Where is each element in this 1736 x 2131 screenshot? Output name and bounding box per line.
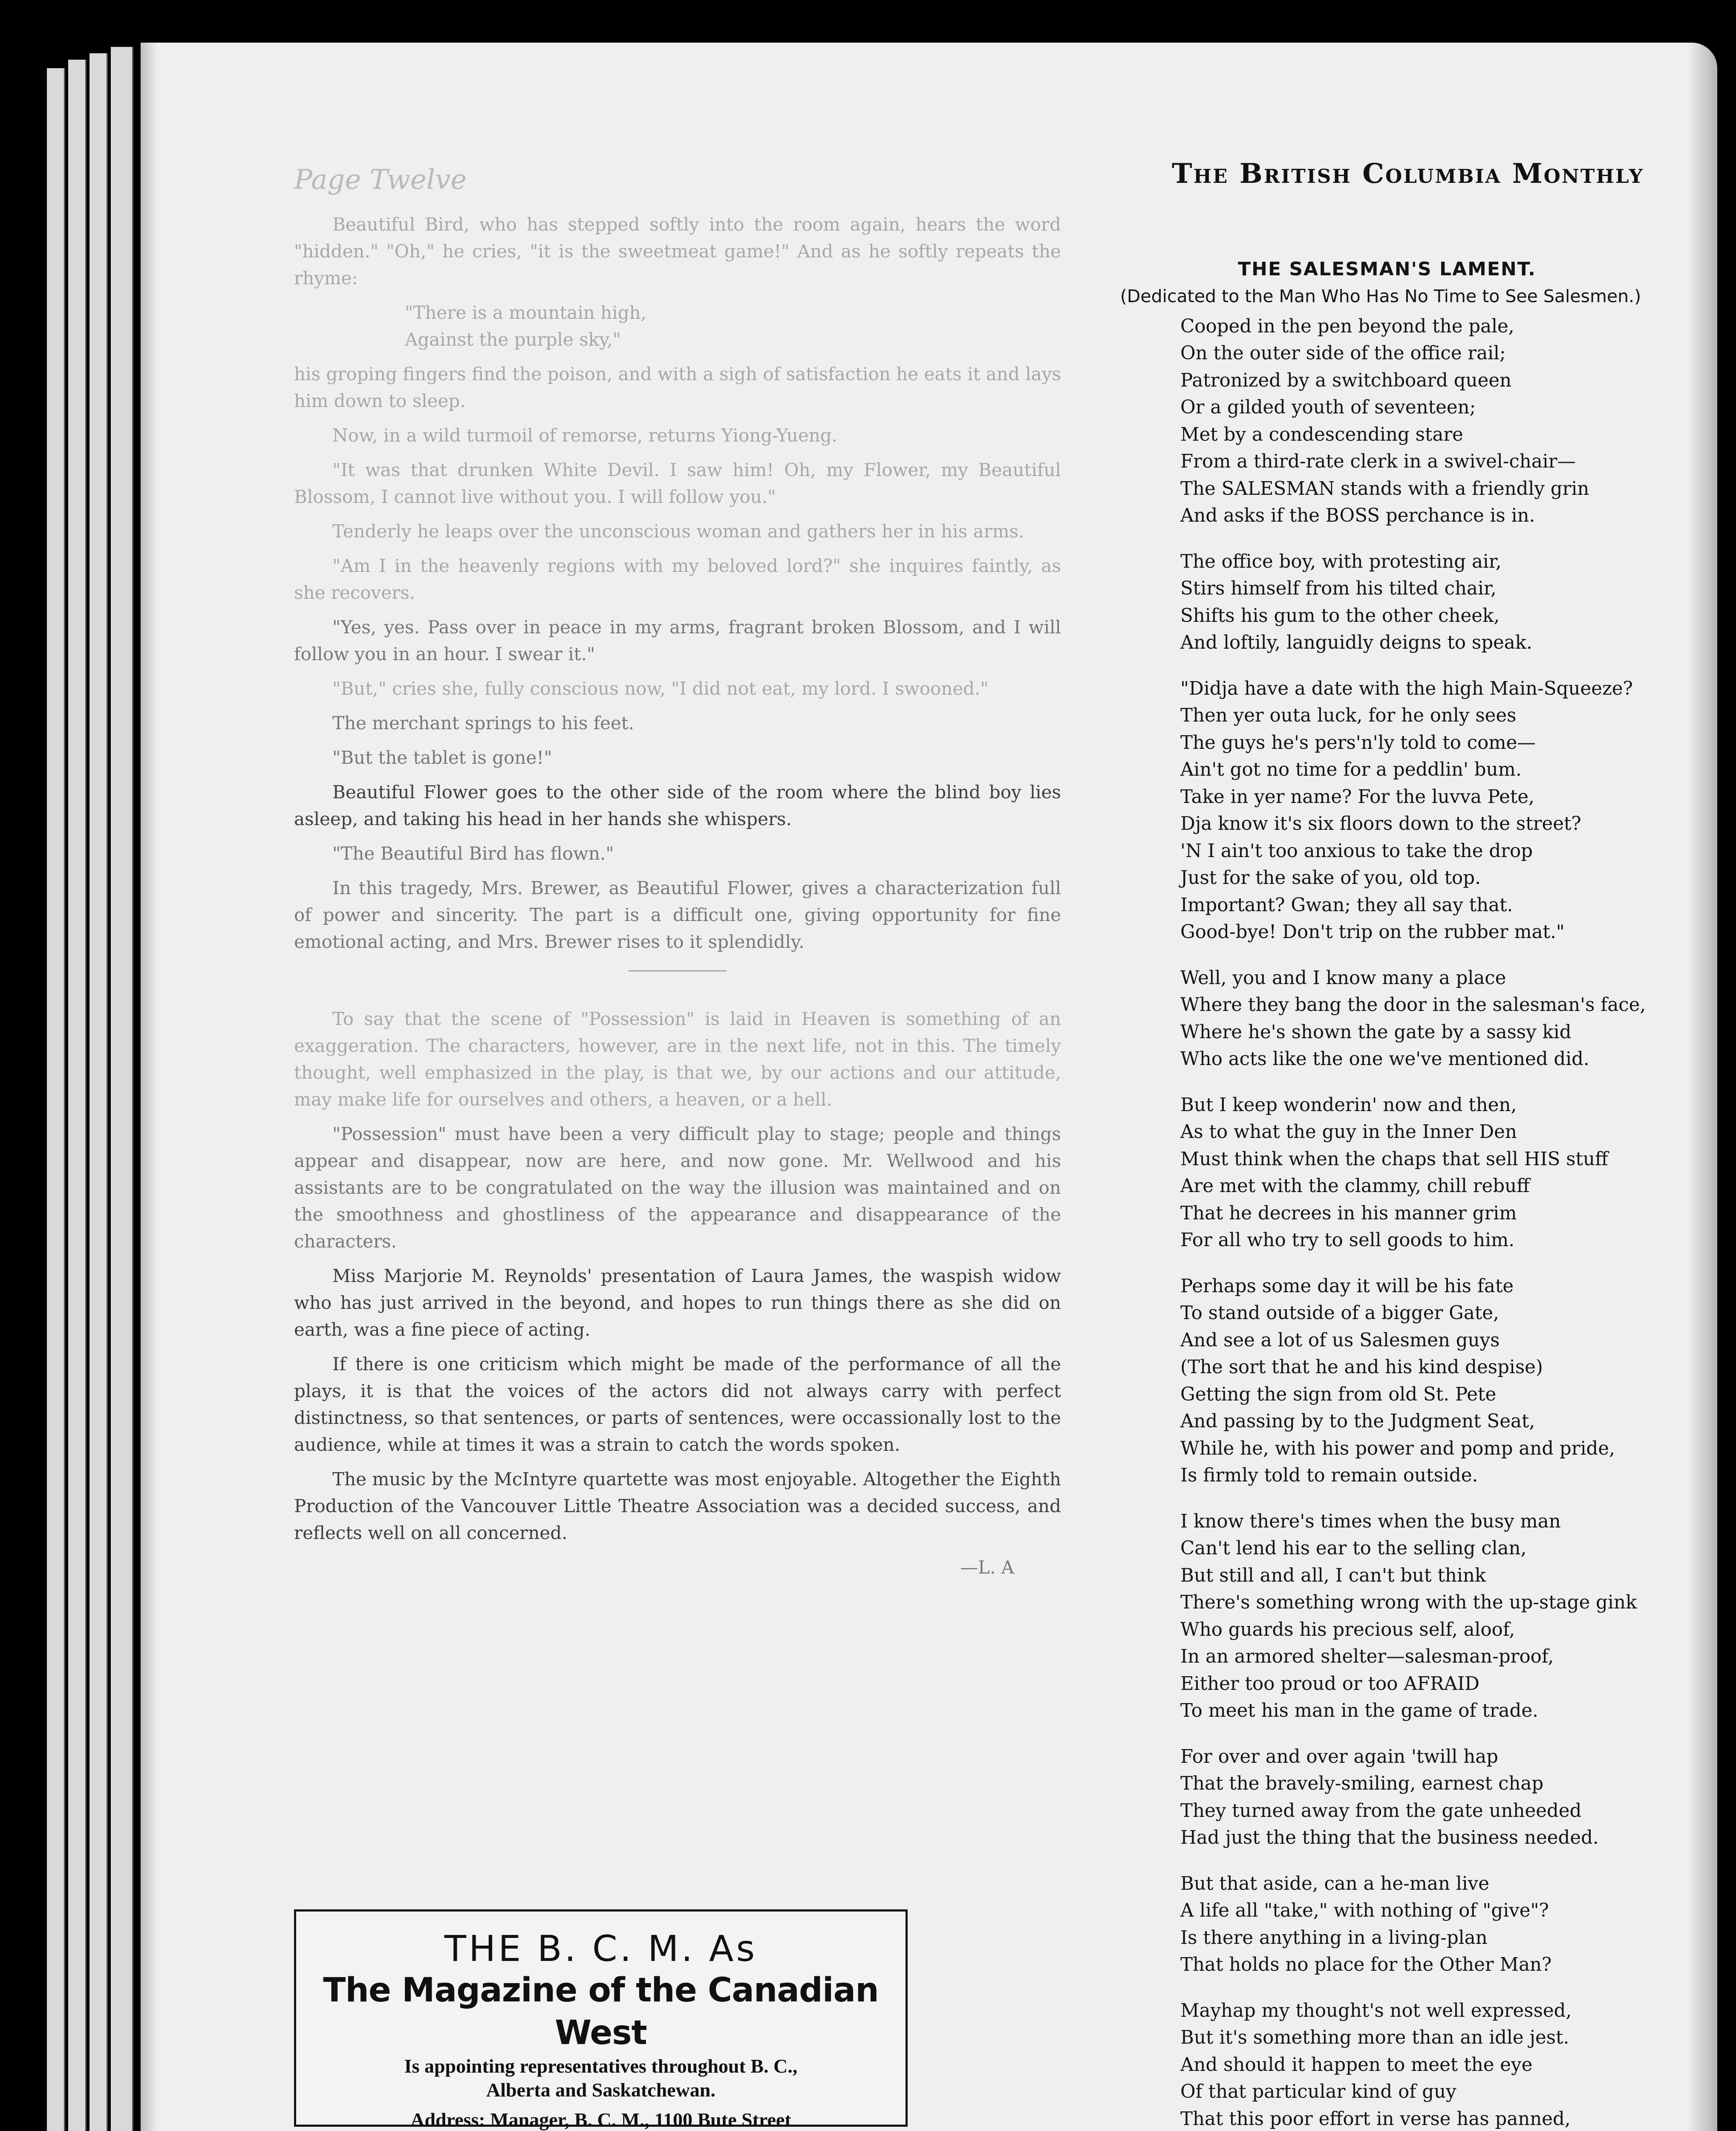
poem-line: Then yer outa luck, for he only sees	[1180, 705, 1517, 726]
page-edge-3	[89, 53, 108, 2131]
article-signature: —L. A	[960, 1557, 1014, 1578]
poem-line: Or a gilded youth of seventeen;	[1180, 397, 1476, 418]
advertisement-box	[294, 1909, 908, 2131]
poem-line: As to what the guy in the Inner Den	[1180, 1121, 1517, 1143]
poem-line: "Didja have a date with the high Main-Squeeze?	[1180, 678, 1633, 699]
poem-line: The SALESMAN stands with a friendly grin	[1180, 478, 1589, 500]
poem-line: Is there anything in a living-plan	[1180, 1927, 1488, 1949]
poem-body	[1014, 313, 1717, 2131]
paragraph: Beautiful Flower goes to the other side of the room where the blind boy lies asleep, and taking his head in her hands she whispers.	[294, 782, 1061, 829]
paragraph: Now, in a wild turmoil of remorse, returns Yiong-Yueng.	[332, 425, 838, 446]
paragraph: "It was that drunken White Devil. I saw him! Oh, my Flower, my Beautiful Blossom, I cannot live without you. I will follow you."	[294, 459, 1061, 507]
poem-line: In an armored shelter—salesman-proof,	[1180, 1646, 1554, 1667]
poem-line: On the outer side of the office rail;	[1180, 343, 1506, 364]
poem-stanza	[1180, 1092, 1717, 1254]
paragraph: To say that the scene of "Possession" is laid in Heaven is something of an exaggeration. The characters, however, are in the next life, not in this. The timely thought, well emphasized in the play, is that we, by our actions and our attitude, may make life for ourselves and others, a heaven, or a hell.	[294, 1008, 1061, 1110]
poem-line: The guys he's pers'n'ly told to come—	[1180, 732, 1536, 754]
poem-line: Where they bang the door in the salesman's face,	[1180, 994, 1646, 1016]
poem-line: Mayhap my thought's not well expressed,	[1180, 2000, 1572, 2021]
paragraph: Miss Marjorie M. Reynolds' presentation of Laura James, the waspish widow who has just arrived in the beyond, and hopes to run things there as she did on earth, was a fine piece of acting.	[294, 1265, 1061, 1340]
poem-line: A life all "take," with nothing of "give"?	[1180, 1900, 1549, 1921]
poem-line: And passing by to the Judgment Seat,	[1180, 1411, 1535, 1432]
masthead: The British Columbia Monthly	[1172, 158, 1644, 190]
poem-stanza	[1180, 1871, 1717, 1979]
poem-line: And asks if the BOSS perchance is in.	[1180, 505, 1535, 526]
poem-line: Who guards his precious self, aloof,	[1180, 1619, 1515, 1640]
paragraph: Tenderly he leaps over the unconscious woman and gathers her in his arms.	[332, 521, 1024, 542]
poem-line: I know there's times when the busy man	[1180, 1510, 1561, 1532]
poem-stanza	[1180, 676, 1717, 946]
poem-line: Ain't got no time for a peddlin' bum.	[1180, 759, 1522, 780]
ad-text: Alberta and Saskatchewan.	[486, 2079, 715, 2101]
poem-line: Who acts like the one we've mentioned did.	[1180, 1048, 1589, 1070]
poem-line: Can't lend his ear to the selling clan,	[1180, 1538, 1527, 1559]
paragraph: his groping fingers find the poison, and with a sigh of satisfaction he eats it and lays him down to sleep.	[294, 364, 1061, 411]
article-column	[294, 211, 1061, 1581]
paragraph: Beautiful Bird, who has stepped softly into the room again, hears the word "hidden." "Oh," he cries, "it is the sweetmeat game!" And as he softly repeats the rhyme:	[294, 214, 1061, 289]
page-edge-2	[68, 60, 87, 2131]
paragraph: "Yes, yes. Pass over in peace in my arms, fragrant broken Blossom, and I will follow you in an hour. I swear it."	[294, 617, 1061, 664]
poem-line: Of that particular kind of guy	[1180, 2081, 1456, 2102]
paragraph: In this tragedy, Mrs. Brewer, as Beautiful Flower, gives a characterization full of power and sincerity. The part is a difficult one, giving opportunity for fine emotional acting, and Mrs. Brewer rises to it splendidly.	[294, 878, 1061, 952]
poem-line: Either too proud or too AFRAID	[1180, 1673, 1480, 1695]
poem-line: But I keep wonderin' now and then,	[1180, 1094, 1517, 1116]
magazine-page	[141, 43, 1717, 2131]
page-edge-4	[111, 47, 133, 2131]
paragraph: "Am I in the heavenly regions with my beloved lord?" she inquires faintly, as she recovers.	[294, 555, 1061, 603]
poem-line: Met by a condescending stare	[1180, 424, 1463, 445]
paragraph: "But," cries she, fully conscious now, "I did not eat, my lord. I swooned."	[332, 678, 989, 699]
poem-line: That this poor effort in verse has panned,	[1180, 2108, 1571, 2130]
poem-line: And should it happen to meet the eye	[1180, 2054, 1533, 2076]
poem-line: Must think when the chaps that sell HIS stuff	[1180, 1148, 1608, 1170]
paragraph: "But the tablet is gone!"	[332, 747, 552, 768]
verse-line: Against the purple sky,"	[405, 329, 621, 350]
poem-line: And loftily, languidly deigns to speak.	[1180, 632, 1532, 653]
poem-line: Good-bye! Don't trip on the rubber mat."	[1180, 921, 1565, 943]
paragraph: "Possession" must have been a very difficult play to stage; people and things appear and disappear, now are here, and now gone. Mr. Wellwood and his assistants are to be congratulated on the way the illusion was maintained and on the smoothness and ghostliness of the appearance and disappearance of the characters.	[294, 1123, 1061, 1252]
poem-line: To stand outside of a bigger Gate,	[1180, 1302, 1499, 1324]
poem-line: The office boy, with protesting air,	[1180, 551, 1502, 572]
poem-line: Patronized by a switchboard queen	[1180, 370, 1512, 391]
poem-line: Take in yer name? For the luvva Pete,	[1180, 786, 1534, 808]
poem-line: Just for the sake of you, old top.	[1180, 867, 1481, 889]
poem-stanza	[1180, 1998, 1717, 2131]
poem-stanza	[1180, 1273, 1717, 1490]
poem-line: There's something wrong with the up-stage gink	[1180, 1592, 1637, 1613]
poem-line: To meet his man in the game of trade.	[1180, 1700, 1538, 1721]
poem-line: (The sort that he and his kind despise)	[1180, 1357, 1543, 1378]
poem-line: Dja know it's six floors down to the street?	[1180, 813, 1581, 834]
poem-line: And see a lot of us Salesmen guys	[1180, 1329, 1500, 1351]
poem-line: Is firmly told to remain outside.	[1180, 1465, 1478, 1486]
page-edge-1	[47, 68, 65, 2131]
poem-stanza	[1180, 313, 1717, 530]
poem-line: For over and over again 'twill hap	[1180, 1746, 1498, 1767]
poem-line: Important? Gwan; they all say that.	[1180, 894, 1513, 916]
ad-headline: THE B. C. M. As	[444, 1928, 758, 1969]
ad-text: Is appointing representatives throughout B. C.,	[404, 2055, 798, 2077]
poem-line: Had just the thing that the business needed.	[1180, 1827, 1599, 1848]
section-divider	[629, 970, 727, 971]
poem-line: But that aside, can a he-man live	[1180, 1873, 1489, 1894]
poem-line: Cooped in the pen beyond the pale,	[1180, 315, 1514, 337]
poem-stanza	[1180, 1744, 1717, 1852]
poem-stanza	[1180, 549, 1717, 657]
poem-stanza	[1180, 1508, 1717, 1725]
poem-stanza	[1180, 965, 1717, 1073]
poem-line: Stirs himself from his tilted chair,	[1180, 578, 1497, 599]
paragraph: The music by the McIntyre quartette was most enjoyable. Altogether the Eighth Production of the Vancouver Little Theatre Association was a decided success, and reflects well on all concerned.	[294, 1469, 1061, 1543]
poem-line: While he, with his power and pomp and pride,	[1180, 1438, 1615, 1459]
poem-line: Where he's shown the gate by a sassy kid	[1180, 1021, 1572, 1043]
binding-shadow	[141, 43, 158, 2131]
verse-block	[294, 299, 1061, 353]
poem-column	[1014, 256, 1717, 2131]
poem-line: From a third-rate clerk in a swivel-chair—	[1180, 451, 1576, 472]
poem-dedication: (Dedicated to the Man Who Has No Time to See Salesmen.)	[1120, 286, 1641, 306]
poem-line: Perhaps some day it will be his fate	[1180, 1275, 1514, 1297]
poem-line: Shifts his gum to the other cheek,	[1180, 605, 1500, 627]
ad-address: Address: Manager, B. C. M., 1100 Bute Street	[410, 2109, 791, 2131]
poem-line: Are met with the clammy, chill rebuff	[1180, 1175, 1530, 1197]
poem-line: That he decrees in his manner grim	[1180, 1202, 1517, 1224]
verse-line: "There is a mountain high,	[405, 302, 646, 323]
poem-line: But still and all, I can't but think	[1180, 1565, 1486, 1586]
paragraph: If there is one criticism which might be made of the performance of all the plays, it is that the voices of the actors did not always carry with perfect distinctness, so that sentences, or parts of sentences, were occassionally lost to the audience, while at times it was a strain to catch the words spoken.	[294, 1354, 1061, 1455]
poem-line: Well, you and I know many a place	[1180, 967, 1506, 989]
paragraph: "The Beautiful Bird has flown."	[332, 843, 614, 864]
poem-title: THE SALESMAN'S LAMENT.	[1238, 258, 1536, 280]
paragraph: The merchant springs to his feet.	[332, 713, 634, 733]
poem-line: 'N I ain't too anxious to take the drop	[1180, 840, 1533, 862]
poem-line: That the bravely-smiling, earnest chap	[1180, 1773, 1544, 1794]
page-label: Page Twelve	[294, 164, 467, 196]
poem-line: Getting the sign from old St. Pete	[1180, 1383, 1497, 1405]
poem-line: For all who try to sell goods to him.	[1180, 1230, 1515, 1251]
poem-line: That holds no place for the Other Man?	[1180, 1954, 1552, 1975]
poem-line: But it's something more than an idle jest.	[1180, 2027, 1569, 2048]
poem-line: They turned away from the gate unheeded	[1180, 1800, 1582, 1822]
ad-title: The Magazine of the Canadian West	[323, 1971, 879, 2052]
